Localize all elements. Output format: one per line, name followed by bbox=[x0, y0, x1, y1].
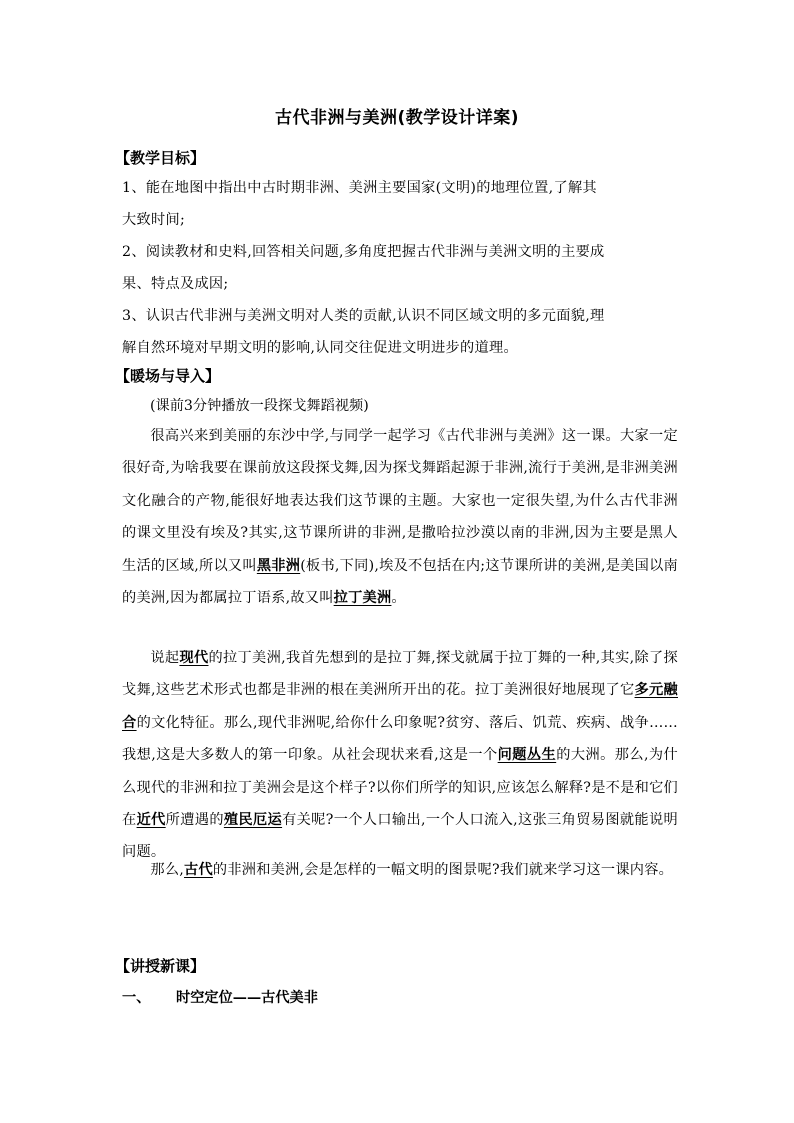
warmup-paragraph-3 bbox=[122, 854, 678, 886]
section-heading-1 bbox=[122, 987, 318, 1007]
text-run: 所遭遇的 bbox=[165, 812, 224, 829]
objective-line-6: 解自然环境对早期文明的影响,认同交往促进文明进步的道理。 bbox=[122, 340, 518, 356]
text-run: 的非洲和美洲,会是怎样的一幅文明的图景呢?我们就来学习这一课内容。 bbox=[212, 862, 674, 878]
warmup-paragraph-1 bbox=[122, 420, 678, 614]
text-run: 很高兴来到美丽的东沙中学,与同学一起学习《古代非洲与美洲》这一课。大家一定很好奇,为啥我要在课前放这段探戈舞,因为探戈舞蹈起源于非洲,流行于美洲,是非洲美洲文化融合的产物,能很好地表达我们这节课的主题。大家也一定很失望,为什么古代非洲的课文里没有埃及?其实,这节课所讲的非洲,是撒哈拉沙漠以南的非洲,因为主要是黑人生活的区域,所以又叫 bbox=[122, 428, 678, 574]
text-run: 说起 bbox=[150, 650, 180, 666]
new-lesson-heading: 【讲授新课】 bbox=[115, 957, 206, 975]
text-run: 那么, bbox=[150, 862, 185, 878]
text-run: 的大洲。那么,为什么现代的非洲和拉丁美洲会是这个样子?以你们所学的知识,应该怎么解释?是不是和它们在 bbox=[122, 747, 678, 829]
objective-line-5: 3、认识古代非洲与美洲文明对人类的贡献,认识不同区域文明的多元面貌,理 bbox=[122, 308, 605, 324]
objectives-heading: 【教学目标】 bbox=[115, 149, 206, 167]
objective-line-3: 2、阅读教材和史料,回答相关问题,多角度把握古代非洲与美洲文明的主要成 bbox=[122, 244, 605, 260]
warmup-note: (课前3分钟播放一段探戈舞蹈视频) bbox=[150, 398, 369, 414]
emphasis-early-modern: 近代 bbox=[136, 812, 166, 829]
emphasis-ancient: 古代 bbox=[184, 862, 213, 878]
text-run: 的拉丁美洲,我首先想到的是拉丁舞,探戈就属于拉丁舞的一种,其实,除了探戈舞,这些艺术形式也都是非洲的根在美洲所开出的花。拉丁美洲很好地展现了它 bbox=[122, 650, 678, 699]
emphasis-diverse-fusion: 多元融合 bbox=[122, 682, 678, 731]
text-run: 的文化特征。那么,现代非洲呢,给你什么印象呢?贫穷、落后、饥荒、疾病、战争……我想,这是大多数人的第一印象。从社会现状来看,这是一个 bbox=[122, 714, 678, 764]
section-title: 时空定位——古代美非 bbox=[176, 990, 318, 1006]
section-number: 一、 bbox=[122, 990, 151, 1006]
emphasis-modern: 现代 bbox=[179, 650, 209, 666]
emphasis-latin-america: 拉丁美洲 bbox=[333, 590, 392, 607]
emphasis-black-africa: 黑非洲 bbox=[256, 557, 301, 574]
objective-line-4: 果、特点及成因; bbox=[122, 276, 229, 292]
page-title: 古代非洲与美洲(教学设计详案) bbox=[274, 108, 520, 128]
objective-line-2: 大致时间; bbox=[122, 212, 186, 228]
text-run: (板书,下同),埃及不包括在内;这节课所讲的美洲,是美国以南的美洲,因为都属拉丁语系,故又叫 bbox=[122, 557, 678, 607]
emphasis-colonial-fate: 殖民厄运 bbox=[223, 812, 283, 829]
objective-line-1: 1、能在地图中指出中古时期非洲、美洲主要国家(文明)的地理位置,了解其 bbox=[122, 180, 597, 196]
emphasis-problems: 问题丛生 bbox=[497, 747, 557, 764]
text-run: 。 bbox=[391, 590, 406, 607]
warmup-heading: 【暖场与导入】 bbox=[115, 367, 221, 385]
warmup-paragraph-2 bbox=[122, 642, 678, 869]
text-run: 有关呢?一个人口输出,一个人口流入,这张三角贸易图就能说明问题。 bbox=[122, 812, 678, 861]
